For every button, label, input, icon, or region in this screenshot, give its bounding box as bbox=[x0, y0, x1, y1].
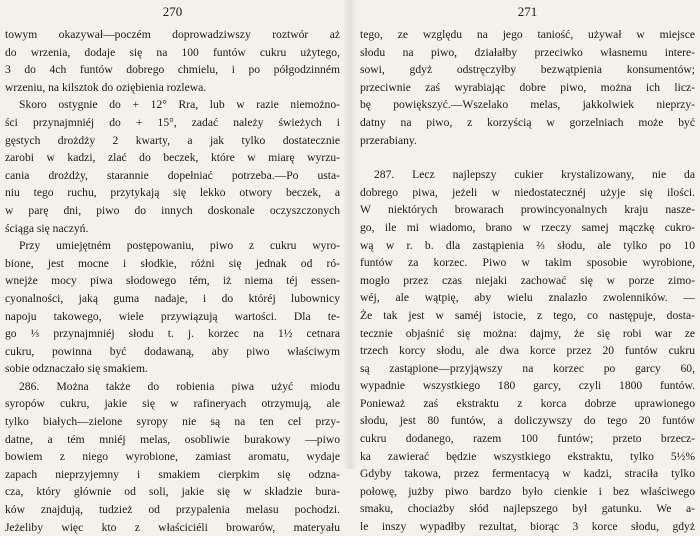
paragraph-gap bbox=[360, 149, 695, 166]
text-line: datne, a tém mniéj melas, osobliwie burakowy —piwo bbox=[5, 432, 340, 446]
text-line: słodu, jest 80 funtów, a doliczywszy do tego 20 funtów bbox=[360, 414, 695, 428]
text-line: cukru dodanego, razem 100 funtów; przeto brzecz- bbox=[360, 432, 695, 446]
text-line: przerabiany. bbox=[360, 133, 417, 147]
text-line: w parę dni, piwo do innych doskonale oczyszczonych bbox=[5, 203, 340, 217]
text-line: 3 do 4ch funtów dobrego chmielu, i po półgodzinném bbox=[5, 63, 340, 77]
text-line: Gdyby takowa, przez fermentacyą w kadzi, straciła tylko bbox=[360, 467, 695, 481]
text-line: smaku, chociażby słód najlepszego był gatunku. We a- bbox=[360, 502, 695, 516]
text-line: syropów cukru, jakie się w rafineryach otrzymują, ale bbox=[5, 397, 340, 411]
text-line: ściąga się naczyń. bbox=[5, 221, 89, 235]
text-line: wą w r. b. dla zastąpienia ⅔ słodu, ale tylko po 10 bbox=[360, 238, 695, 252]
text-line: cania drożdży, starannie dopełniać potrzeba.—Po usta- bbox=[5, 168, 340, 182]
text-line: W niektórych browarach prowincyonalnych kraju nasze- bbox=[360, 203, 695, 217]
text-line: mogło przez czas niejaki zachować się w porze zimo- bbox=[360, 273, 695, 287]
text-line: tego, ze względu na jego taniość, używał w miejsce bbox=[360, 28, 695, 41]
text-line: bowiem z niego wyrobione, zamiast aromatu, wydaje bbox=[5, 450, 340, 464]
text-line: przeciwnie zaś wyrabiając dobre piwo, można ich licz- bbox=[360, 80, 695, 94]
page-text bbox=[360, 166, 695, 535]
text-line: połowę, jużby piwo bardzo było cienkie i bez właściwego bbox=[360, 484, 695, 498]
text-line: 287. Lecz najlepszy cukier krystalizowany, nie da bbox=[374, 168, 695, 182]
text-line: le inszy wypadłby rezultat, biorąc 3 korce słodu, gdyż bbox=[360, 520, 695, 534]
text-line: 286. Można także do robienia piwa użyć miodu bbox=[19, 379, 340, 393]
text-line: sobie odznaczało się smakiem. bbox=[5, 362, 148, 376]
left-page bbox=[5, 0, 340, 534]
text-line: wrzeniu, na kilsztok do oziębienia rozlewa. bbox=[5, 80, 207, 94]
page-number: 270 bbox=[162, 4, 183, 19]
text-line: dobrego piwa, jeżeli w niedostatecznéj użyje się ilości. bbox=[360, 185, 695, 199]
text-line: napoju takowego, wiele przywiązują wartości. Dla te- bbox=[5, 309, 340, 323]
text-line: trzech korcy słodu, ale dwa korce przez 20 funtów cukru bbox=[360, 344, 695, 358]
text-line: bę powiększyć.—Wszelako melas, jakkolwiek nieprzy- bbox=[360, 98, 695, 112]
text-line: Ponieważ zaś ekstraktu z korca dobrze uprawionego bbox=[360, 396, 695, 410]
text-line: cza, który głównie od soli, jakie się w składzie bura- bbox=[5, 485, 340, 499]
page-text bbox=[360, 26, 695, 149]
page-number: 271 bbox=[517, 4, 538, 19]
page-text bbox=[5, 26, 340, 536]
text-line: Skoro ostygnie do + 12° Rra, lub w razie niemożno- bbox=[19, 98, 340, 112]
text-line: są zastąpione—przyjąwszy na korzec po garcy 60, bbox=[360, 361, 695, 375]
text-line: zapach nieprzyjemny i smakiem cierpkim się odzna- bbox=[5, 467, 340, 481]
text-line: bione, jest mocne i słodkie, różni się jednak od ró- bbox=[5, 256, 340, 270]
text-line: funtów za korzec. Piwo w takim sposobie wyrobione, bbox=[360, 256, 695, 270]
text-line: słodu na piwo, działałby przeciwko własnemu intere- bbox=[360, 45, 695, 59]
text-line: wnejże mocy piwa słodowego tém, iż niema téj essen- bbox=[5, 274, 340, 288]
right-page bbox=[360, 0, 695, 534]
text-line: ści przynajmniéj do + 15°, zadać należy świeżych i bbox=[5, 115, 340, 129]
book-gutter bbox=[343, 0, 357, 469]
text-line: do wrzenia, dodaje się na 100 funtów cukru użytego, bbox=[5, 45, 340, 59]
text-line: gęstych drożdży 2 kwarty, a jak tylko dostatecznie bbox=[5, 133, 340, 147]
text-line: go, ile mi wiadomo, brano w rzeczy samej mączkę cukro- bbox=[360, 220, 695, 234]
text-line: Że tak jest w saméj istocie, z tego, co następuje, dosta- bbox=[360, 308, 695, 322]
text-line: cukru, powinna być dodawaną, aby piwo właściwym bbox=[5, 344, 340, 358]
text-line: zarobi w kadzi, zlać do beczek, które w miarę wyrzu- bbox=[5, 151, 340, 165]
text-line: cyonalności, jaką guma nadaje, i do któréj lubownicy bbox=[5, 291, 340, 305]
text-line: wypadnie wszystkiego 180 garcy, czyli 1800 funtów. bbox=[360, 379, 695, 393]
text-line: go ⅓ przynajmniéj słodu t. j. korzec na 1½ cetnara bbox=[5, 327, 340, 341]
text-line: ka zawierać będzie wszystkiego ekstraktu, tylko 5½% bbox=[360, 449, 695, 463]
text-line: datny na piwo, z korzyścią w gorzelniach może być bbox=[360, 115, 695, 129]
text-line: sowi, gdyż odstręczyłby bezwątpienia konsumentów; bbox=[360, 63, 695, 77]
text-line: wéj, ale wątpię, aby wielu znalazło zwolenników. — bbox=[360, 291, 695, 305]
text-line: niu tego ruchu, przytykają się lekko otwory beczek, a bbox=[5, 186, 340, 200]
text-line: ków znajdują, tudzież od przypalenia melasu pochodzi. bbox=[5, 503, 340, 517]
text-line: tecznie objaśnić się można: dajmy, że się robi war ze bbox=[360, 326, 695, 340]
text-line: towym okazywał—poczém doprowadziwszy roztwór aż bbox=[5, 28, 340, 41]
text-line: Jeżeliby więc kto z właściciéli browarów, materyału bbox=[5, 520, 340, 534]
text-line: Przy umiejętném postępowaniu, piwo z cukru wyro- bbox=[19, 239, 340, 253]
text-line: tylko białych—zielone syropy nie są na ten cel przy- bbox=[5, 415, 340, 429]
